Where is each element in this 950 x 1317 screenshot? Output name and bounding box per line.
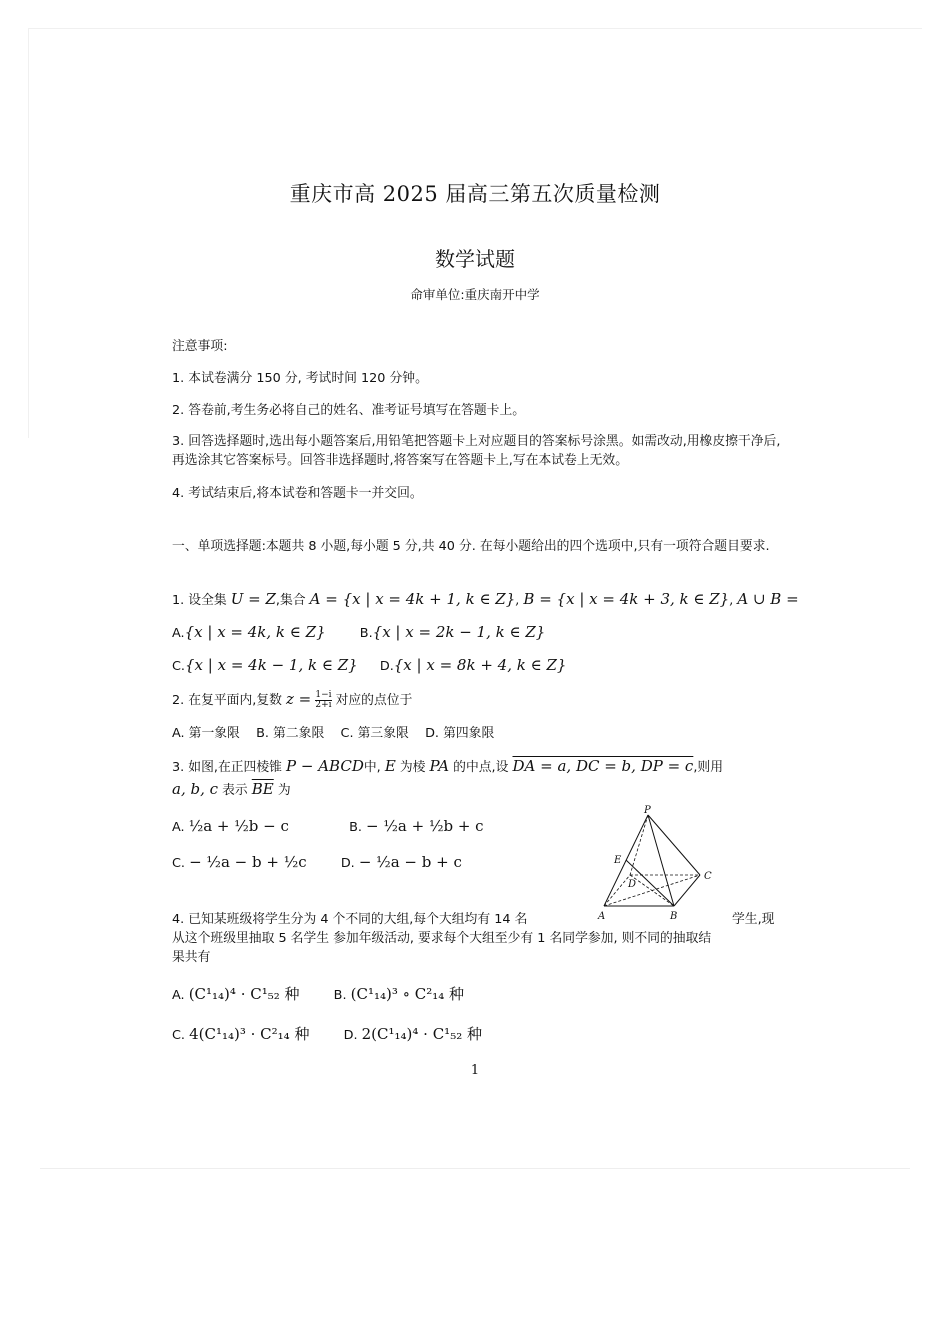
exam-title: 重庆市高 2025 届高三第五次质量检测 bbox=[289, 182, 661, 206]
q2-lhs: z = bbox=[286, 690, 312, 708]
edge-pc bbox=[648, 815, 700, 875]
page-number: 1 bbox=[470, 1063, 480, 1078]
notice-item: 3. 回答选择题时,选出每小题答案后,用铅笔把答题卡上对应题目的答案标号涂黑。如需改动,用橡皮擦干净后,再选涂其它答案标号。回答非选择题时,将答案写在答题卡上,写在本试卷上无效。 bbox=[172, 434, 781, 468]
option-letter: B. bbox=[333, 988, 347, 1003]
page-border-left bbox=[28, 28, 29, 438]
exam-subject: 数学试题 bbox=[435, 247, 515, 271]
option-a: ½a + ½b − c bbox=[188, 817, 289, 835]
diagonal-bd bbox=[630, 875, 674, 906]
notice-item: 1. 本试卷满分 150 分, 考试时间 120 分钟。 bbox=[172, 371, 428, 386]
q1-mid: ,集合 bbox=[275, 593, 306, 608]
question-4-line2: 从这个班级里抽取 5 名学生 参加年级活动, 要求每个大组至少有 1 名同学参加, 则不同的抽取结 bbox=[172, 931, 712, 946]
label-e: E bbox=[614, 855, 622, 866]
q4-text: 学生,现 bbox=[732, 912, 775, 927]
option-letter: D. bbox=[340, 856, 355, 871]
q4-text: 4. 已知某班级将学生分为 4 个不同的大组,每个大组均有 14 名 bbox=[172, 912, 528, 927]
page-border-top bbox=[28, 28, 922, 29]
option-b: {x | x = 2k − 1, k ∈ Z} bbox=[372, 623, 546, 641]
q3-text: 的中点,设 bbox=[453, 760, 509, 775]
option-c: C. 第三象限 bbox=[340, 726, 409, 741]
section-intro: 一、单项选择题:本题共 8 小题,每小题 5 分,共 40 分. 在每小题给出的四个选项中,只有一项符合题目要求. bbox=[172, 539, 770, 554]
question-1: 1. 设全集 U = Z,集合 A = {x | x = 4k + 1, k ∈ Z}, B = {x | x = 4k + 3, k ∈ Z}, A ∪ B = bbox=[172, 590, 799, 608]
q2-prefix: 2. 在复平面内,复数 bbox=[172, 693, 282, 708]
q2-numerator: 1−i bbox=[315, 690, 332, 700]
option-letter: B. bbox=[349, 820, 362, 835]
option-letter: C. bbox=[172, 659, 186, 674]
option-letter: C. bbox=[172, 856, 186, 871]
question-4-line3: 果共有 bbox=[172, 950, 211, 965]
q3-pyramid: P − ABCD bbox=[286, 757, 364, 775]
option-letter: D. bbox=[379, 659, 394, 674]
pyramid-figure bbox=[596, 803, 724, 925]
q3-text: 为棱 bbox=[399, 760, 426, 775]
label-p: P bbox=[644, 805, 651, 816]
q4-options-row bbox=[172, 1025, 792, 1045]
question-2 bbox=[172, 690, 792, 710]
option-letter: B. bbox=[359, 626, 373, 641]
option-c: 4(C¹₁₄)³ · C²₁₄ 种 bbox=[189, 1025, 310, 1043]
option-letter: A. bbox=[172, 988, 185, 1003]
q3-target: $\overline{BE}$ bbox=[251, 780, 274, 798]
option-b: (C¹₁₄)³ ∘ C²₁₄ 种 bbox=[350, 985, 465, 1003]
option-b: B. 第二象限 bbox=[256, 726, 325, 741]
q1-set-a: A = {x | x = 4k + 1, k ∈ Z} bbox=[309, 590, 516, 608]
q3-point-e: E bbox=[384, 757, 396, 775]
q4-options-row bbox=[172, 985, 792, 1005]
edge-pb bbox=[648, 815, 674, 906]
label-d: D bbox=[628, 879, 637, 890]
q3-text: ,则用 bbox=[693, 760, 723, 775]
option-d: − ½a − b + c bbox=[358, 853, 462, 871]
edge-bc bbox=[674, 875, 700, 906]
option-c: {x | x = 4k − 1, k ∈ Z} bbox=[185, 656, 358, 674]
q3-edge: PA bbox=[429, 757, 450, 775]
option-letter: D. bbox=[343, 1028, 358, 1043]
q3-vector-list: a, b, c bbox=[172, 780, 219, 798]
option-d: {x | x = 8k + 4, k ∈ Z} bbox=[393, 656, 567, 674]
question-3-line1 bbox=[172, 757, 792, 777]
q2-options-row bbox=[172, 724, 792, 743]
q2-denominator: 2+i bbox=[315, 700, 332, 710]
label-b: B bbox=[670, 911, 678, 922]
q2-suffix: 对应的点位于 bbox=[335, 693, 413, 708]
q1-set-b: B = {x | x = 4k + 3, k ∈ Z} bbox=[523, 590, 730, 608]
option-d: 2(C¹₁₄)⁴ · C¹₅₂ 种 bbox=[361, 1025, 482, 1043]
option-a: (C¹₁₄)⁴ · C¹₅₂ 种 bbox=[188, 985, 300, 1003]
q1-prefix: 1. 设全集 bbox=[172, 593, 227, 608]
question-3-line2 bbox=[172, 780, 792, 800]
option-letter: A. bbox=[172, 820, 185, 835]
option-b: − ½a + ½b + c bbox=[366, 817, 484, 835]
label-c: C bbox=[704, 871, 712, 882]
label-a: A bbox=[598, 911, 606, 922]
notice-item: 4. 考试结束后,将本试卷和答题卡一并交回。 bbox=[172, 486, 423, 501]
q3-text: 表示 bbox=[222, 783, 248, 798]
exam-unit: 命审单位:重庆南开中学 bbox=[410, 287, 540, 302]
q1-options-row bbox=[172, 623, 792, 643]
q2-fraction bbox=[315, 691, 331, 710]
option-letter: A. bbox=[172, 626, 185, 641]
q3-vectors: DA = a, DC = b, DP = c bbox=[512, 757, 694, 775]
q1-set-u: U = Z bbox=[230, 590, 276, 608]
option-letter: C. bbox=[172, 1028, 186, 1043]
notice-item: 2. 答卷前,考生务必将自己的姓名、准考证号填写在答题卡上。 bbox=[172, 403, 526, 418]
option-d: D. 第四象限 bbox=[425, 726, 495, 741]
page-border-bottom bbox=[40, 1168, 910, 1169]
q3-text: 为 bbox=[277, 783, 291, 798]
q3-text: 3. 如图,在正四棱锥 bbox=[172, 760, 282, 775]
option-c: − ½a − b + ½c bbox=[189, 853, 307, 871]
q1-union: A ∪ B = bbox=[737, 590, 799, 608]
option-a: A. 第一象限 bbox=[172, 726, 240, 741]
q3-text: 中, bbox=[363, 760, 381, 775]
option-a: {x | x = 4k, k ∈ Z} bbox=[184, 623, 326, 641]
notice-heading: 注意事项: bbox=[172, 339, 228, 354]
q1-options-row bbox=[172, 656, 792, 676]
question-4-line1 bbox=[172, 910, 792, 929]
